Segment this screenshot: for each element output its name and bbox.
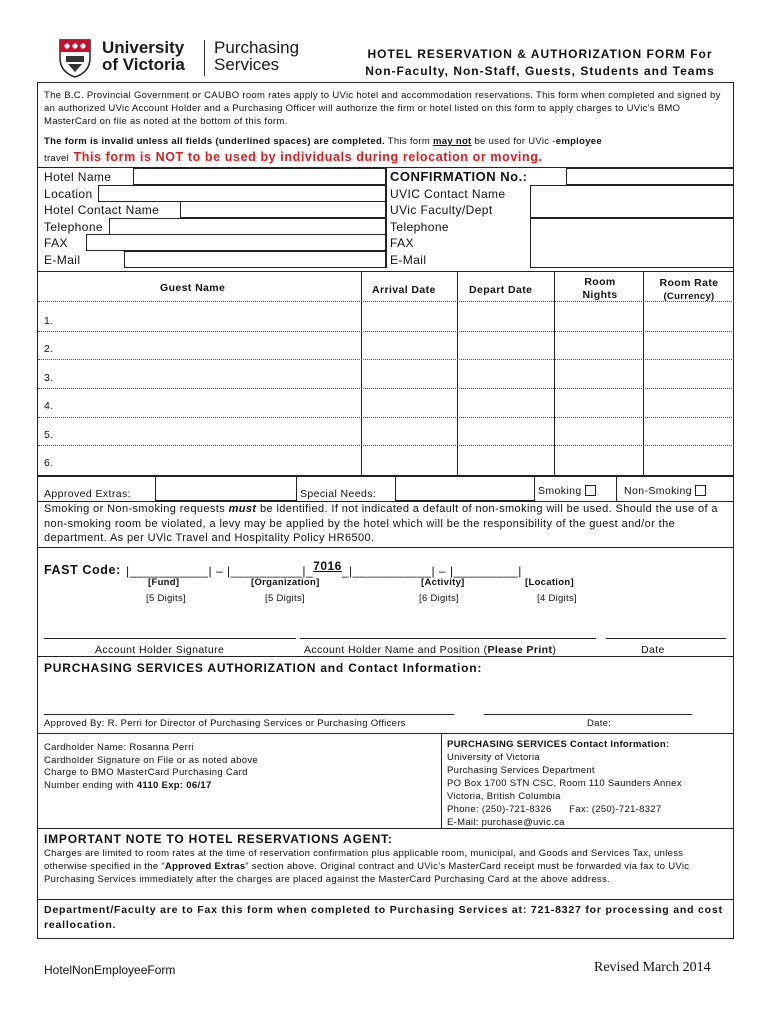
- guest-row[interactable]: 1.: [44, 315, 54, 327]
- uvic-contact-label: UVIC Contact Name: [390, 186, 506, 201]
- uvic-faculty-label: UVic Faculty/Dept: [390, 203, 493, 217]
- approved-date-label: Date:: [587, 718, 612, 729]
- smoking-checkbox[interactable]: [585, 485, 596, 496]
- guest-row[interactable]: 3.: [44, 372, 54, 384]
- agent-note-heading: IMPORTANT NOTE TO HOTEL RESERVATIONS AGENT:: [44, 832, 393, 846]
- hotel-contact-label: Hotel Contact Name: [44, 203, 160, 217]
- col-guest-name: Guest Name: [160, 282, 226, 294]
- approved-by-line[interactable]: [44, 714, 454, 715]
- footer-form-name: HotelNonEmployeeForm: [44, 963, 176, 977]
- smoking-note: Smoking or Non-smoking requests must be identified. If not indicated a default of non-smoking will be used. Should the use of a non-smoking room be violated, a levy may be applied by the hotel which will be the responsibility of the guest and/or the department. As per UVic Travel and Hospitality Policy HR6500.: [44, 503, 718, 544]
- fast-location-digits: [4 Digits]: [537, 593, 577, 604]
- invalid-note: The form is invalid unless all fields (underlined spaces) are completed. This form may not be used for UVic -employee: [44, 136, 602, 147]
- uvic-contact-input[interactable]: [530, 185, 734, 218]
- fast-code-label: FAST Code:: [44, 563, 121, 577]
- non-smoking-checkbox[interactable]: [695, 485, 706, 496]
- intro-paragraph: The B.C. Provincial Government or CAUBO room rates apply to UVic hotel and accommodation reservations. This form when completed and signed by an authorized UVic Account Holder and a Purchasing Officer will authorize the firm or hotel listed on this form to apply charges to UVic's BMO MasterCard on file as noted at the bottom of this form.: [44, 90, 721, 127]
- logo-university: University of Victoria: [102, 38, 185, 74]
- approved-extras-label: Approved Extras:: [44, 488, 131, 500]
- fast-fund-label: [Fund]: [148, 577, 180, 588]
- holder-date-label: Date: [641, 644, 665, 656]
- uvic-logo: [58, 38, 308, 82]
- fast-activity-label: [Activity]: [421, 577, 465, 588]
- uvic-telephone-label: Telephone: [390, 219, 449, 234]
- holder-name-line[interactable]: [300, 638, 596, 639]
- approved-extras-input[interactable]: [155, 476, 297, 501]
- fast-fund-digits: [5 Digits]: [146, 593, 186, 604]
- uvic-crest-icon: [58, 38, 92, 78]
- fax-input[interactable]: [86, 234, 386, 251]
- holder-date-line[interactable]: [606, 638, 726, 639]
- approved-by-label: Approved By: R. Perri for Director of Purchasing Services or Purchasing Officers: [44, 718, 406, 729]
- fax-label: FAX: [44, 236, 68, 250]
- special-needs-label: Special Needs:: [300, 488, 377, 500]
- holder-signature-label: Account Holder Signature: [95, 644, 225, 656]
- holder-name-label: Account Holder Name and Position (Please Print): [304, 644, 557, 656]
- form-title: HOTEL RESERVATION & AUTHORIZATION FORM For Non-Faculty, Non-Staff, Guests, Students and Teams: [365, 47, 715, 78]
- purchasing-email-link[interactable]: E-Mail: purchase@uvic.ca: [447, 817, 565, 828]
- hotel-name-input[interactable]: [133, 168, 386, 185]
- guest-row[interactable]: 5.: [44, 429, 54, 441]
- fast-org-label: [Organization]: [251, 577, 320, 588]
- hotel-fields-right: [390, 169, 528, 268]
- uvic-faculty-input[interactable]: [530, 218, 734, 268]
- agent-note-text: Charges are limited to room rates at the time of reservation confirmation plus applicable room, municipal, and Goods and Services Tax, unless otherwise specified in the “Approved Extras” section above. Original contract and UVic’s MasterCard receipt must be forwarded via fax to UVic Purchasing Services immediately after the charges are placed against the MasterCard Purchasing Card at the above address.: [44, 848, 690, 885]
- smoking-option[interactable]: Smoking: [538, 485, 596, 497]
- footer-revised: Revised March 2014: [594, 960, 711, 975]
- fast-code-input[interactable]: |___________| – |__________|_7016_|___________| – |_________|: [126, 559, 522, 578]
- fast-org-digits: [5 Digits]: [265, 593, 305, 604]
- location-input[interactable]: [98, 185, 386, 202]
- telephone-input[interactable]: [109, 218, 386, 235]
- fast-location-label: [Location]: [525, 577, 574, 588]
- confirmation-label: CONFIRMATION No.:: [390, 169, 528, 184]
- confirmation-input[interactable]: [566, 168, 734, 185]
- purchasing-heading: PURCHASING SERVICES AUTHORIZATION and Contact Information:: [44, 661, 483, 675]
- guest-row[interactable]: 6.: [44, 457, 54, 469]
- telephone-label: Telephone: [44, 219, 103, 234]
- guest-row[interactable]: 2.: [44, 343, 54, 355]
- contact-info: PURCHASING SERVICES Contact Information: University of Victoria Purchasing Services Department PO Box 1700 STN CSC, Room 110 Saunders Annex Victoria, British Columbia Phone: (250)-721-8326 Fax: (250)-721-8327 E-Mail: purchase@uvic.ca: [447, 739, 682, 828]
- relocation-warning: travel This form is NOT to be used by individuals during relocation or moving.: [44, 150, 543, 164]
- uvic-fax-label: FAX: [390, 236, 414, 250]
- cardholder-info: Cardholder Name: Rosanna Perri Cardholder Signature on File or as noted above Charge to BMO MasterCard Purchasing Card Number ending with 4110 Exp: 06/17: [44, 742, 258, 791]
- col-depart: Depart Date: [469, 284, 533, 296]
- hotel-contact-input[interactable]: [180, 201, 386, 218]
- col-room-nights: Room Nights: [582, 276, 618, 301]
- email-label: E-Mail: [44, 252, 81, 267]
- non-smoking-option[interactable]: Non-Smoking: [624, 485, 706, 497]
- fax-note: Department/Faculty are to Fax this form when completed to Purchasing Services at: 721-8327 for processing and cost reallocation.: [44, 904, 723, 931]
- approved-date-line[interactable]: [484, 714, 692, 715]
- col-room-rate: Room Rate (Currency): [659, 277, 719, 302]
- email-input[interactable]: [124, 251, 386, 268]
- guest-row[interactable]: 4.: [44, 400, 54, 412]
- logo-purchasing: Purchasing Services: [214, 38, 300, 74]
- holder-signature-line[interactable]: [44, 638, 296, 639]
- special-needs-input[interactable]: [395, 476, 535, 501]
- hotel-name-label: Hotel Name: [44, 170, 112, 184]
- location-label: Location: [44, 186, 93, 201]
- col-arrival: Arrival Date: [372, 284, 436, 296]
- fast-activity-digits: [6 Digits]: [419, 593, 459, 604]
- uvic-email-label: E-Mail: [390, 252, 427, 267]
